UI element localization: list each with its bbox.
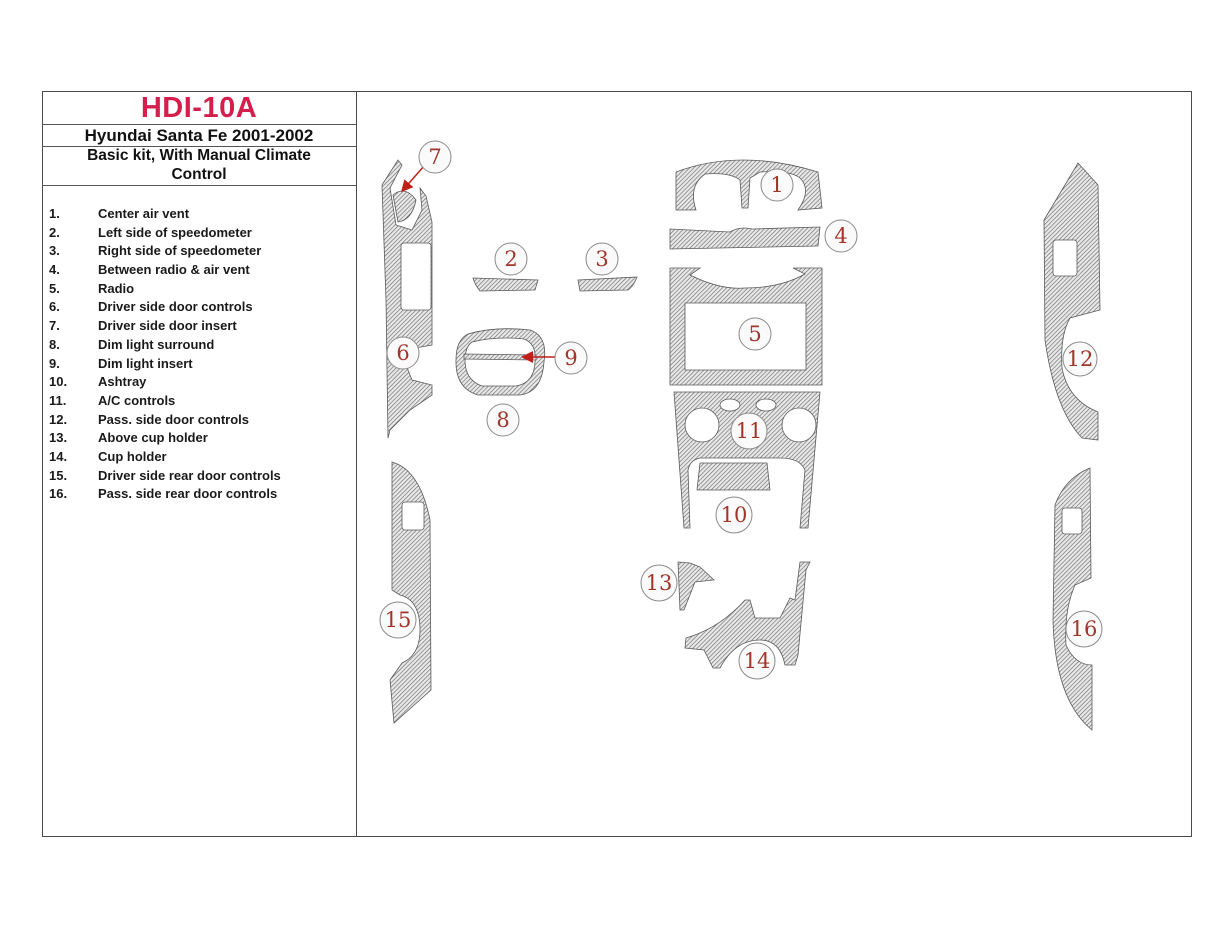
callout-11: 11 — [735, 419, 763, 443]
callout-5: 5 — [748, 322, 762, 346]
part-13-shape — [678, 562, 714, 610]
part-1-shape — [676, 160, 822, 210]
callout-8: 8 — [496, 408, 510, 432]
part-16-shape — [1053, 468, 1092, 730]
callout-14: 14 — [743, 649, 771, 673]
callout-12: 12 — [1066, 347, 1094, 371]
part-item: 11. A/C controls — [49, 392, 176, 408]
vehicle-model: Hyundai Santa Fe 2001-2002 — [42, 125, 356, 147]
part-2-shape — [473, 278, 538, 291]
part-15-shape — [390, 462, 431, 723]
part-12-shape — [1044, 163, 1100, 440]
kit-description: Basic kit, With Manual Climate Control — [42, 147, 356, 186]
callout-10: 10 — [720, 503, 748, 527]
part-item: 10. Ashtray — [49, 374, 147, 390]
part-item: 12. Pass. side door controls — [49, 411, 249, 427]
callout-15: 15 — [384, 608, 412, 632]
part-item: 3. Right side of speedometer — [49, 243, 262, 259]
part-item: 4. Between radio & air vent — [49, 262, 250, 278]
callout-7: 7 — [428, 145, 442, 169]
callout-9: 9 — [564, 346, 578, 370]
part-item: 16. Pass. side rear door controls — [49, 486, 278, 502]
part-item: 7. Driver side door insert — [49, 318, 237, 334]
callout-4: 4 — [834, 224, 848, 248]
part-item: 5. Radio — [49, 280, 135, 296]
part-8-shape — [456, 329, 545, 395]
part-7-shape — [393, 191, 416, 222]
callout-1: 1 — [770, 173, 784, 197]
part-item: 13. Above cup holder — [49, 430, 208, 446]
part-3-shape — [578, 277, 637, 291]
arrow-7 — [403, 166, 424, 190]
part-item: 6. Driver side door controls — [49, 299, 253, 315]
part-item: 2. Left side of speedometer — [49, 224, 252, 240]
part-item: 15. Driver side rear door controls — [49, 467, 281, 483]
part-item: 9. Dim light insert — [49, 355, 193, 371]
callout-16: 16 — [1070, 617, 1098, 641]
part-item: 14. Cup holder — [49, 448, 167, 464]
callout-3: 3 — [595, 247, 609, 271]
part-10-shape — [697, 463, 770, 490]
part-4-shape — [670, 227, 820, 249]
callout-13: 13 — [645, 571, 673, 595]
callout-6: 6 — [396, 341, 410, 365]
part-item: 1. Center air vent — [49, 206, 190, 221]
callout-2: 2 — [504, 247, 518, 271]
part-item: 8. Dim light surround — [49, 336, 215, 352]
kit-code: HDI-10A — [140, 92, 258, 124]
